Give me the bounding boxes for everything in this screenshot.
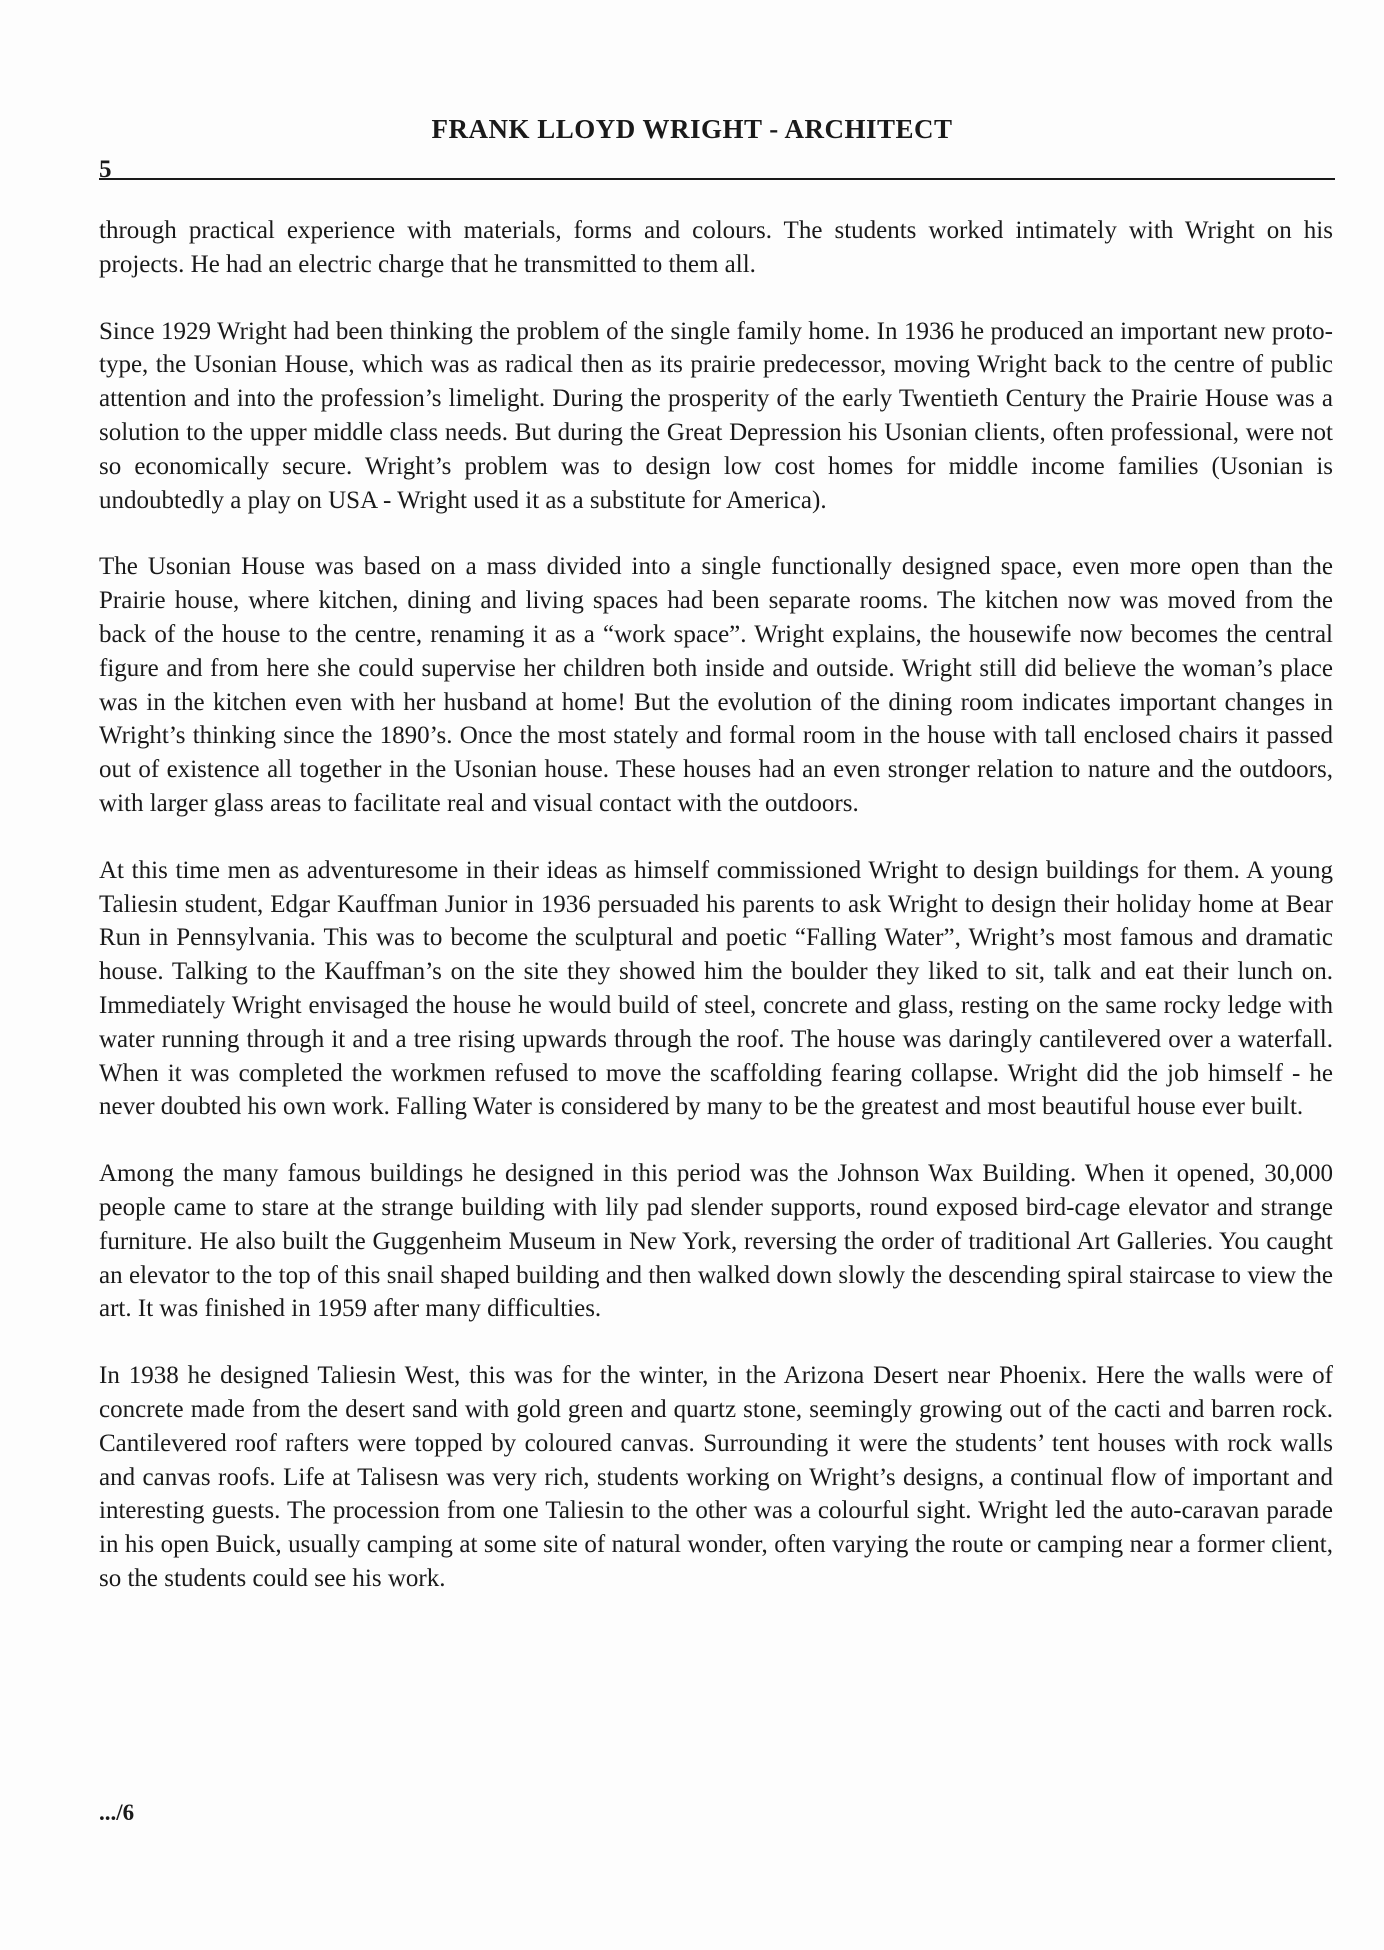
paragraph: Since 1929 Wright had been thinking the problem of the single family home. In 1936 he produced an important new proto-type, the Usonian House, which was as radical then as its prairie predecessor, moving Wright back to the centre of public attention and into the profession’s limelight. During the prosperity of the early Twentieth Century the Prairie House was a solution to the upper middle class needs. But during the Great Depression his Usonian clients, often professional, were not so economically secure. Wright’s problem was to design low cost homes for middle income families (Usonian is undoubtedly a play on USA - Wright used it as a substitute for America). <box>99 317 1333 514</box>
paragraph: through practical experience with materials, forms and colours. The students worked intimately with Wright on his projects. He had an electric charge that he transmitted to them all. <box>99 217 1333 278</box>
page-number: 5 <box>99 156 112 183</box>
paragraph: Among the many famous buildings he designed in this period was the Johnson Wax Building. When it opened, 30,000 people came to stare at the strange building with lily pad slender supports, round exposed bird-cage elevator and strange furniture. He also built the Guggenheim Museum in New York, reversing the order of traditional Art Galleries. You caught an elevator to the top of this snail shaped building and then walked down slowly the descending spiral staircase to view the art. It was finished in 1959 after many difficulties. <box>99 1160 1333 1323</box>
document-title: FRANK LLOYD WRIGHT - ARCHITECT <box>431 114 953 144</box>
continuation-marker: .../6 <box>99 1800 135 1825</box>
paragraph: At this time men as adventuresome in their ideas as himself commissioned Wright to design buildings for them. A young Taliesin student, Edgar Kauffman Junior in 1936 persuaded his parents to ask Wright to design their holiday home at Bear Run in Pennsylvania. This was to become the sculptural and poetic “Falling Water”, Wright’s most famous and dramatic house. Talking to the Kauffman’s on the site they showed him the boulder they liked to sit, talk and eat their lunch on. Immediately Wright envisaged the house he would build of steel, concrete and glass, resting on the same rocky ledge with water running through it and a tree rising upwards through the roof. The house was daringly cantilevered over a waterfall. When it was completed the workmen refused to move the scaffolding fearing collapse. Wright did the job himself - he never doubted his own work. Falling Water is considered by many to be the greatest and most beautiful house ever built. <box>99 856 1333 1121</box>
paragraph: In 1938 he designed Taliesin West, this was for the winter, in the Arizona Desert near Phoenix. Here the walls were of concrete made from the desert sand with gold green and quartz stone, seemingly growing out of the cacti and barren rock. Cantilevered roof rafters were topped by coloured canvas. Surrounding it were the students’ tent houses with rock walls and canvas roofs. Life at Talisesn was very rich, students working on Wright’s designs, a continual flow of important and interesting guests. The procession from one Taliesin to the other was a colourful sight. Wright led the auto-caravan parade in his open Buick, usually camping at some site of natural wonder, often varying the route or camping near a former client, so the students could see his work. <box>99 1362 1333 1592</box>
header-divider <box>99 178 1335 180</box>
body-text <box>99 214 1333 1629</box>
paragraph: The Usonian House was based on a mass divided into a single functionally designed space, even more open than the Prairie house, where kitchen, dining and living spaces had been separate rooms. The kitchen now was moved from the back of the house to the centre, renaming it as a “work space”. Wright explains, the housewife now becomes the central figure and from here she could supervise her children both inside and outside. Wright still did believe the woman’s place was in the kitchen even with her husband at home! But the evolution of the dining room indicates important changes in Wright’s thinking since the 1890’s. Once the most stately and formal room in the house with tall enclosed chairs it passed out of existence all together in the Usonian house. These houses had an even stronger relation to nature and the outdoors, with larger glass areas to facilitate real and visual contact with the outdoors. <box>99 553 1333 817</box>
